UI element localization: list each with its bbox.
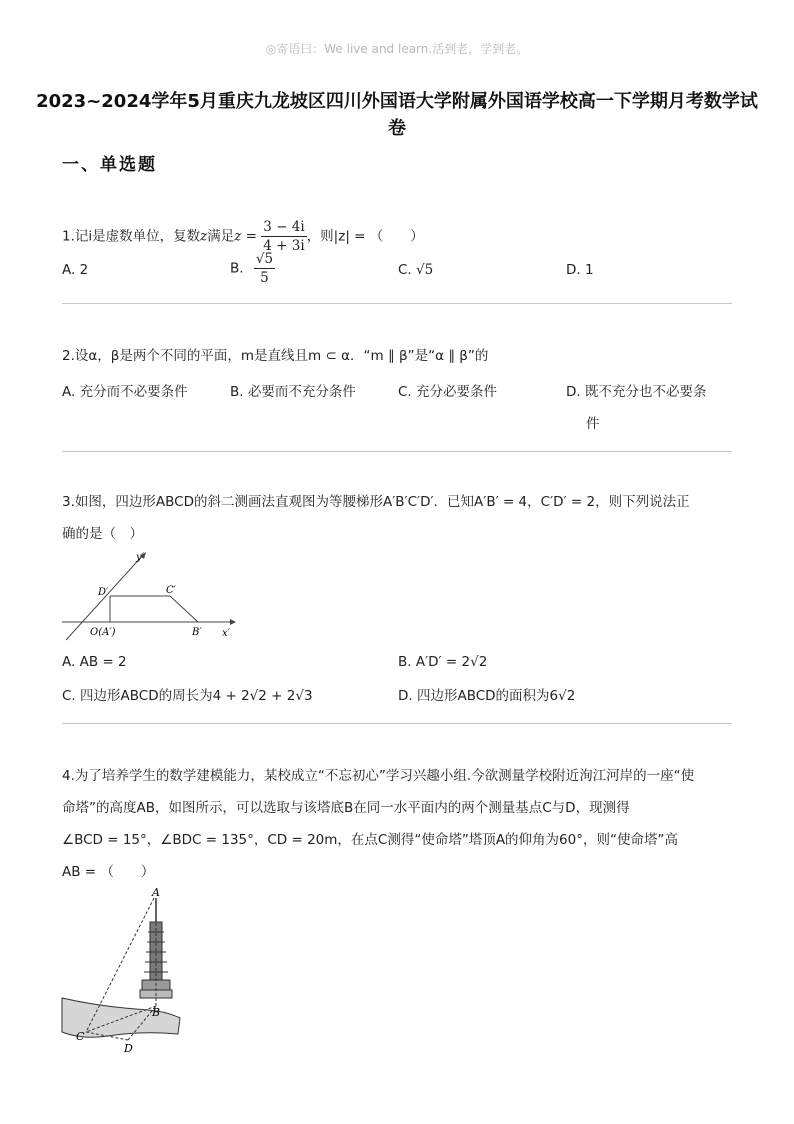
q1-option-c-prefix: C. — [398, 262, 412, 278]
label-d: D′ — [98, 587, 109, 598]
q3-option-b[interactable]: B. A′D′ = 2√2 — [398, 654, 488, 670]
q1-frac-num: 3 − 4i — [263, 219, 305, 235]
q4-line4: AB = （ ） — [62, 864, 155, 880]
label-b: B′ — [192, 627, 202, 638]
q2-option-c[interactable]: C. 充分必要条件 — [398, 384, 498, 400]
divider — [62, 303, 732, 304]
q4-line1: 4.为了培养学生的数学建模能力，某校成立“不忘初心”学习兴趣小组.今欲测量学校附近洵江河岸的一座“使 — [62, 768, 695, 784]
q3-line2: 确的是（ ） — [62, 526, 143, 542]
q4-line2: 命塔”的高度AB，如图所示，可以选取与该塔底B在同一水平面内的两个测量基点C与D，现测得 — [62, 800, 630, 816]
label-b: B — [152, 1006, 161, 1019]
q1-var-z2: z — [234, 228, 242, 245]
label-origin: O(A′) — [90, 627, 116, 638]
q3-line1: 3.如图，四边形ABCD的斜二测画法直观图为等腰梯形A′B′C′D′．已知A′B′ = 4，C′D′ = 2，则下列说法正 — [62, 494, 690, 510]
label-d: D — [124, 1042, 133, 1055]
q1-var-z: z — [200, 228, 208, 245]
q2-option-d-line2: 件 — [586, 416, 600, 432]
q1-option-b-num: √5 — [255, 251, 274, 267]
segment-cb — [170, 596, 198, 622]
divider — [62, 451, 732, 452]
q2-option-d[interactable] — [566, 380, 706, 432]
q2-option-b[interactable]: B. 必要而不充分条件 — [230, 384, 356, 400]
question-1-stem: 1.记i是虚数单位，复数z满足z = $\frac{3 - 4i}{4 + 3i}$ ，则|z| = （ ） — [62, 219, 424, 254]
q3-option-c[interactable]: C. 四边形ABCD的周长为4 + 2√2 + 2√3 — [62, 688, 313, 704]
q3-option-d[interactable]: D. 四边形ABCD的面积为6√2 — [398, 688, 576, 704]
q1-option-c[interactable] — [398, 262, 433, 278]
section-title: 一、单选题 — [62, 155, 157, 175]
header-motto: ◎寄语曰：We live and learn.活到老，学到老。 — [265, 42, 529, 56]
label-c: C′ — [166, 585, 176, 596]
q4-line3: ∠BCD = 15°，∠BDC = 135°，CD = 20m，在点C测得“使命塔”塔顶A的仰角为60°，则“使命塔”高 — [62, 832, 678, 848]
q1-option-b-den: 5 — [260, 270, 269, 286]
question-2-stem: 2.设α，β是两个不同的平面，m是直线且m ⊂ α．“m ∥ β”是“α ∥ β”的 — [62, 348, 489, 364]
q1-tail: ，则|z| = （ ） — [306, 228, 424, 245]
q1-option-b-fraction — [254, 250, 275, 287]
q3-option-a[interactable]: A. AB = 2 — [62, 654, 127, 670]
q3-trapezoid-figure — [60, 548, 240, 644]
q1-option-d[interactable]: D. 1 — [566, 262, 594, 278]
label-a: A — [152, 886, 160, 899]
divider — [62, 723, 732, 724]
question-3-stem — [62, 486, 742, 550]
question-4-stem — [62, 760, 742, 888]
label-x: x′ — [222, 628, 230, 639]
label-y: y′ — [136, 552, 144, 563]
q1-lead: 1.记i是虚数单位，复数 — [62, 228, 201, 245]
q1-frac-den: 4 + 3i — [263, 238, 305, 254]
q1-option-b[interactable] — [230, 250, 275, 287]
q1-option-a[interactable]: A. 2 — [62, 262, 89, 278]
q1-option-c-math: √5 — [416, 262, 434, 278]
q2-option-d-line1: D. 既不充分也不必要条 — [566, 384, 707, 400]
q1-option-b-prefix: B. — [230, 260, 244, 277]
q4-tower-figure — [58, 886, 188, 1056]
q2-option-a[interactable]: A. 充分而不必要条件 — [62, 384, 188, 400]
page-title: 2023~2024学年5月重庆九龙坡区四川外国语大学附属外国语学校高一下学期月考数学试卷 — [36, 91, 758, 139]
q1-mid: 满足 — [207, 228, 235, 245]
label-c: C — [76, 1030, 85, 1043]
x-axis-arrow — [230, 619, 236, 625]
